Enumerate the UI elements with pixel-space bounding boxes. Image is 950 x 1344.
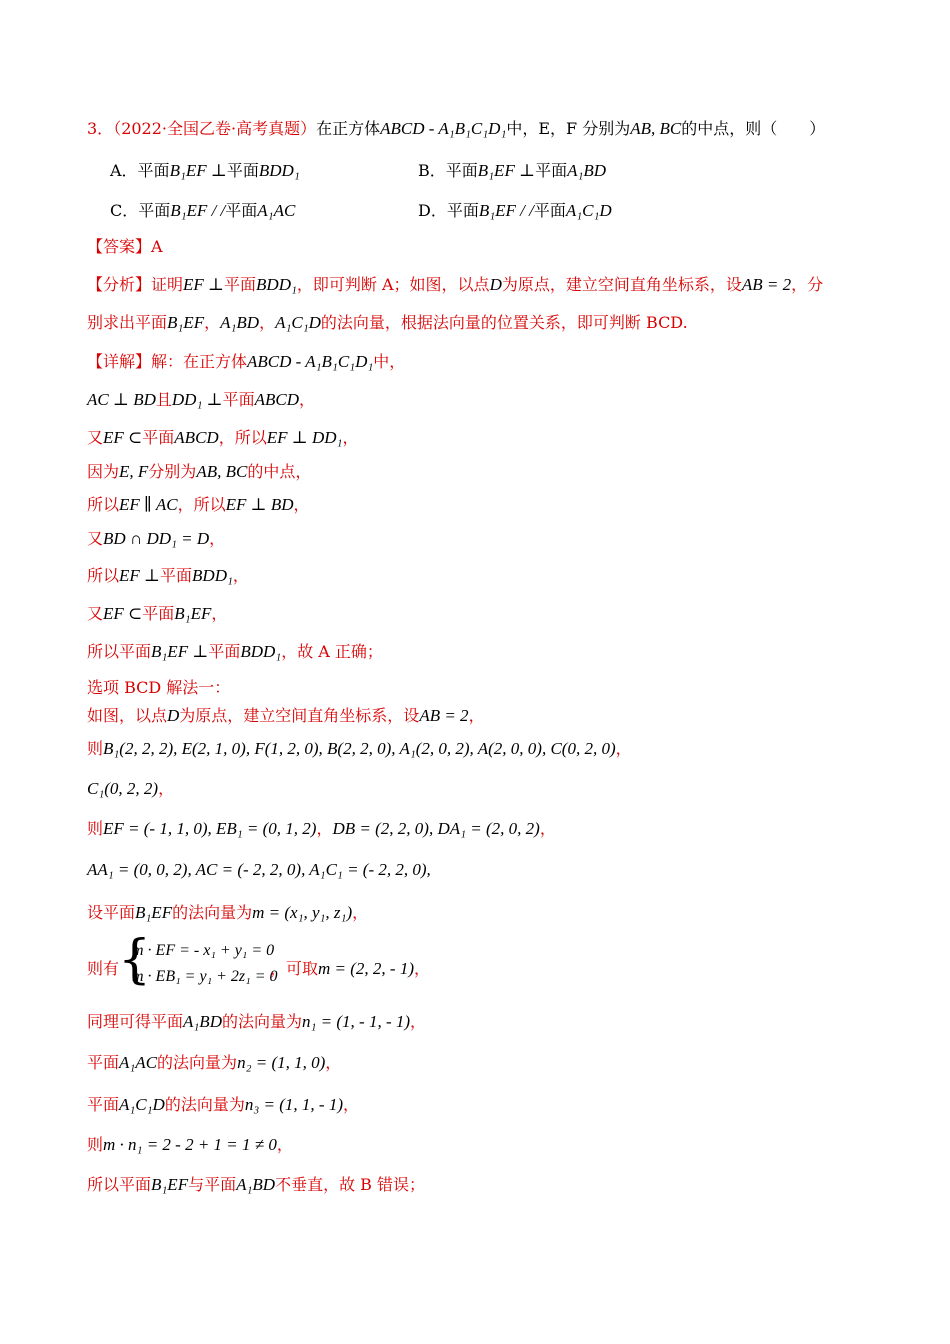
detail-text: 与平面 [188, 1175, 237, 1194]
analysis-text: 别求出平面 [87, 313, 168, 332]
detail-text: ， [615, 739, 632, 758]
math-expr: n₃ = (1, 1, - 1) [244, 1095, 343, 1114]
detail-text: ，可取 [270, 959, 319, 978]
option-c [110, 200, 295, 222]
detail-text: ， [209, 529, 226, 548]
detail-line-1 [87, 351, 405, 373]
question-text: 在正方体 [316, 119, 381, 138]
detail-text: ， [468, 706, 485, 725]
math-expr: B₁EF ⊥ [151, 642, 209, 661]
math-expr: BD ∩ DD₁ = D [103, 529, 210, 548]
detail-text: ，所以 [177, 495, 226, 514]
math-expr: A₁BD [220, 313, 260, 332]
detail-text: ， [299, 390, 316, 409]
detail-text: 【详解】解：在正方体 [87, 352, 248, 371]
math-expr: AB, BC [196, 462, 248, 481]
question-text: 中，E，F 分别为 [506, 119, 631, 138]
detail-line-11 [87, 705, 485, 727]
math-expr: A₁BD [236, 1175, 276, 1194]
detail-text: 平面 [87, 1095, 120, 1114]
option-text: 平面 [225, 201, 258, 220]
option-label: B．平面 [418, 161, 478, 180]
option-a [110, 160, 300, 182]
math-expr: D [489, 275, 502, 294]
detail-text: 为原点，建立空间直角坐标系，设 [179, 706, 420, 725]
detail-line-14 [87, 818, 556, 840]
math-expr: A₁AC [119, 1053, 158, 1072]
detail-text: 且 [155, 390, 172, 409]
math-expr: DB = (2, 2, 0), DA₁ = (2, 0, 2) [332, 819, 540, 838]
math-expr: A₁BD [183, 1012, 222, 1031]
question-text: 的中点，则（ ） [681, 119, 826, 138]
math-expr: B₁EF [135, 903, 173, 922]
math-expr: B₁EF ⊥ [169, 161, 227, 180]
equation-row-2: m · EB₁ = y₁ + 2z₁ = 0 [132, 968, 278, 985]
detail-text: 的法向量为 [164, 1095, 245, 1114]
detail-line-7 [87, 565, 249, 587]
option-label: A．平面 [110, 161, 170, 180]
option-label: C．平面 [110, 201, 171, 220]
question-line [87, 118, 825, 140]
math-expr: B₁EF ⊥ [477, 161, 536, 180]
detail-text: 又 [87, 428, 104, 447]
detail-text: ， [158, 779, 175, 798]
detail-line-15 [87, 859, 431, 881]
math-expr: EF ⊥ BD [225, 495, 294, 514]
equation-row-1: m · EF = - x₁ + y₁ = 0 [132, 942, 275, 959]
math-expr: AC ⊥ BD [87, 390, 156, 409]
detail-text: 又 [87, 604, 104, 623]
math-expr: B₁EF [174, 604, 212, 623]
math-expr: n₂ = (1, 1, 0) [237, 1053, 326, 1072]
equation-system [118, 930, 288, 992]
left-brace: { [118, 930, 152, 990]
analysis-text: 【分析】证明 [87, 275, 184, 294]
detail-text: 平面 [222, 390, 255, 409]
detail-text: ， [414, 959, 431, 978]
detail-line-8 [87, 603, 227, 625]
detail-text: 则 [87, 1135, 104, 1154]
detail-line-21 [87, 1134, 293, 1156]
math-expr: m = (x₁, y₁, z₁) [252, 903, 353, 922]
detail-text: ， [410, 1012, 427, 1031]
math-expr: A₁C₁D [119, 1095, 165, 1114]
math-expr: C₁(0, 2, 2) [87, 779, 159, 798]
math-expr: A₁BD [567, 161, 607, 180]
option-text: 平面 [226, 161, 259, 180]
analysis-text: ，即可判断 A；如图，以点 [296, 275, 490, 294]
math-expr: AB, BC [630, 119, 682, 138]
detail-text: 则 [87, 819, 104, 838]
analysis-line-1 [87, 274, 823, 296]
analysis-text: ，分 [791, 275, 824, 294]
detail-text: 所以平面 [87, 642, 152, 661]
detail-text: 平面 [142, 428, 175, 447]
math-expr: ABCD - A₁B₁C₁D₁ [247, 352, 374, 371]
math-expr: A₁C₁D [275, 313, 321, 332]
math-expr: BDD₁ [192, 566, 233, 585]
detail-text: ， [342, 1095, 359, 1114]
detail-text: 又 [87, 529, 104, 548]
detail-text: 的中点， [247, 462, 312, 481]
detail-text: ， [276, 1135, 293, 1154]
analysis-line-2 [87, 312, 688, 334]
detail-line-13 [87, 778, 174, 800]
detail-text: ， [232, 566, 249, 585]
detail-text: ， [342, 428, 359, 447]
analysis-text: 平面 [224, 275, 257, 294]
option-b [418, 160, 606, 182]
math-expr: EF = (- 1, 1, 0), EB₁ = (0, 1, 2) [103, 819, 317, 838]
math-expr: A₁AC [257, 201, 296, 220]
detail-text: 如图，以点 [87, 706, 168, 725]
math-expr: BDD₁ [256, 275, 297, 294]
detail-line-17-tail [270, 958, 430, 980]
detail-text: ， [293, 495, 310, 514]
detail-text: 因为 [87, 462, 120, 481]
detail-text: ， [211, 604, 228, 623]
math-expr: EF ⊥ DD₁ [266, 428, 343, 447]
detail-text: ，所以 [218, 428, 267, 447]
detail-line-2 [87, 389, 315, 411]
detail-line-9 [87, 641, 383, 663]
detail-line-22 [87, 1174, 425, 1196]
math-expr: D [167, 706, 180, 725]
math-expr: EF ⊥ [183, 275, 225, 294]
detail-text: ， [352, 903, 369, 922]
detail-text: 则 [87, 739, 104, 758]
math-expr: EF ∥ AC [119, 495, 178, 514]
math-expr: ABCD - A₁B₁C₁D₁ [380, 119, 507, 138]
detail-text: 同理可得平面 [87, 1012, 184, 1031]
math-expr: m · n₁ = 2 - 2 + 1 = 1 ≠ 0 [103, 1135, 277, 1154]
analysis-text: ， [204, 313, 221, 332]
detail-line-5 [87, 494, 310, 516]
detail-line-3 [87, 427, 358, 449]
detail-text: 分别为 [148, 462, 197, 481]
math-expr: A₁C₁D [565, 201, 612, 220]
detail-line-6 [87, 528, 225, 550]
detail-text: 的法向量为 [157, 1053, 238, 1072]
math-expr: ABCD [174, 428, 219, 447]
math-expr: EF ⊂ [103, 428, 143, 447]
math-expr: n₁ = (1, - 1, - 1) [302, 1012, 411, 1031]
option-d [418, 200, 612, 222]
question-source: （2022·全国乙卷·高考真题） [113, 119, 317, 138]
detail-line-18 [87, 1011, 426, 1033]
option-text: 平面 [533, 201, 566, 220]
math-expr: BDD₁ [240, 642, 282, 661]
detail-line-20 [87, 1094, 359, 1116]
math-expr: ABCD [254, 390, 299, 409]
math-expr: AB = 2 [741, 275, 792, 294]
detail-text: ， [325, 1053, 342, 1072]
detail-text: 设平面 [87, 903, 136, 922]
math-expr: B₁EF [167, 313, 205, 332]
detail-line-16 [87, 902, 368, 924]
math-expr: DD₁ ⊥ [171, 390, 223, 409]
detail-text: 的法向量为 [172, 903, 253, 922]
detail-line-19 [87, 1052, 341, 1074]
math-expr: B₁EF [151, 1175, 189, 1194]
detail-text: 所以平面 [87, 1175, 152, 1194]
math-expr: B₁(2, 2, 2), E(2, 1, 0), F(1, 2, 0), B(2, 2, 0), A₁(2, 0, 2), A(2, 0, 0), C(0, 2, 0) [103, 739, 616, 758]
detail-text: 平面 [87, 1053, 120, 1072]
analysis-text: 的法向量，根据法向量的位置关系，即可判断 BCD. [320, 313, 688, 332]
analysis-text: ， [259, 313, 276, 332]
detail-line-12 [87, 738, 632, 760]
detail-text: 不垂直，故 B 错误； [275, 1175, 426, 1194]
detail-text: ， [539, 819, 556, 838]
detail-text: 平面 [160, 566, 193, 585]
math-expr: AB = 2 [419, 706, 469, 725]
answer-line: 【答案】A [87, 237, 163, 256]
detail-line-10: 选项 BCD 解法一： [87, 678, 231, 697]
detail-text: 所以 [87, 566, 120, 585]
detail-text: 中， [373, 352, 406, 371]
detail-text: 所以 [87, 495, 120, 514]
detail-text: ，故 A 正确； [281, 642, 383, 661]
analysis-text: 为原点，建立空间直角坐标系，设 [501, 275, 742, 294]
math-expr: BDD₁ [258, 161, 300, 180]
detail-text: 平面 [208, 642, 241, 661]
option-text: 平面 [535, 161, 568, 180]
detail-text: 的法向量为 [221, 1012, 302, 1031]
math-expr: m = (2, 2, - 1) [318, 959, 414, 978]
detail-line-17-label: 则有 [87, 959, 120, 978]
math-expr: E, F [119, 462, 149, 481]
math-expr: EF ⊥ [119, 566, 161, 585]
question-number: 3． [87, 119, 114, 138]
math-expr: B₁EF / / [478, 201, 534, 220]
math-expr: B₁EF / / [170, 201, 226, 220]
math-expr: AA₁ = (0, 0, 2), AC = (- 2, 2, 0), A₁C₁ = (- 2, 2, 0), [87, 860, 431, 879]
option-label: D．平面 [418, 201, 479, 220]
detail-text: ， [316, 819, 333, 838]
math-expr: EF ⊂ [103, 604, 143, 623]
detail-text: 平面 [142, 604, 175, 623]
detail-line-4 [87, 461, 311, 483]
